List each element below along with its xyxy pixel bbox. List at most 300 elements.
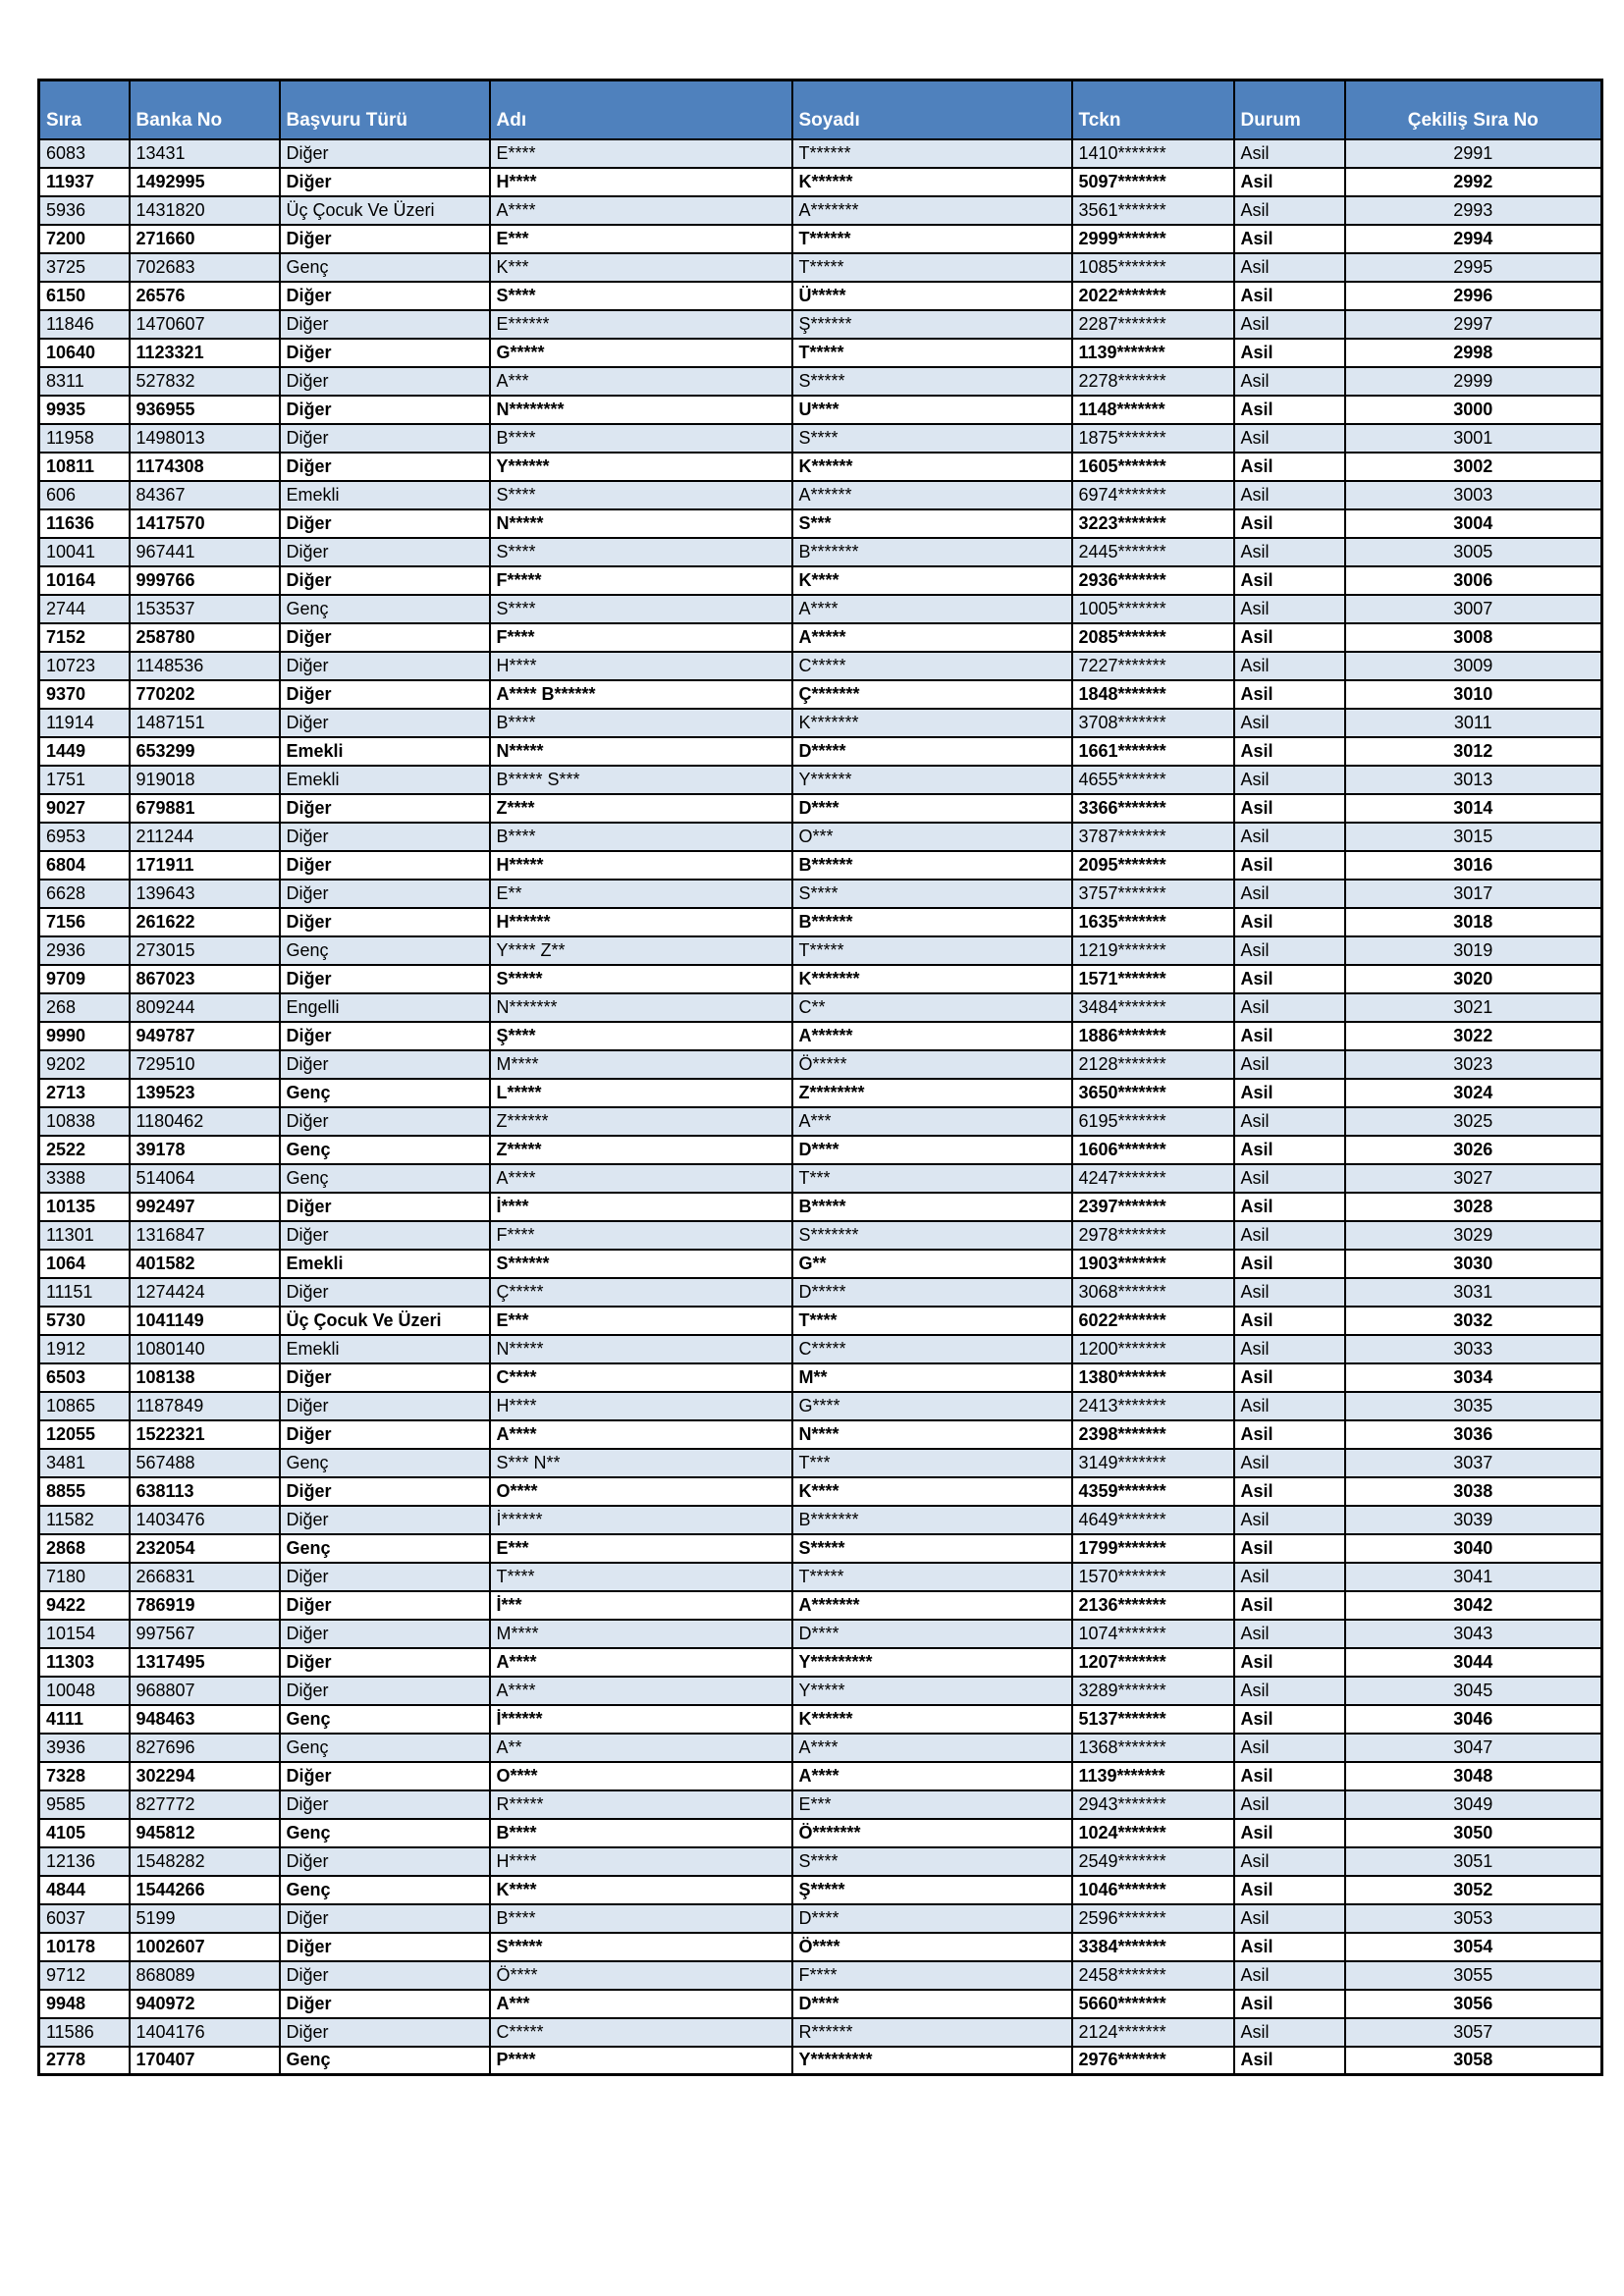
cell-durum: Asil <box>1234 1933 1345 1961</box>
cell-cekilis-sira-no: 3047 <box>1345 1734 1602 1762</box>
cell-basvuru-turu: Genç <box>280 1705 490 1734</box>
cell-soyadi: Ü***** <box>792 282 1072 310</box>
cell-tckn: 1799******* <box>1072 1534 1234 1563</box>
cell-sira: 6083 <box>39 139 130 168</box>
table-row <box>39 623 1602 652</box>
cell-tckn: 3757******* <box>1072 880 1234 908</box>
cell-basvuru-turu: Genç <box>280 1734 490 1762</box>
cell-soyadi: Y********* <box>792 2047 1072 2075</box>
cell-basvuru-turu: Diğer <box>280 566 490 595</box>
cell-soyadi: G** <box>792 1250 1072 1278</box>
cell-soyadi: O*** <box>792 823 1072 851</box>
cell-adi: H**** <box>490 1847 792 1876</box>
cell-cekilis-sira-no: 3024 <box>1345 1079 1602 1107</box>
cell-adi: H**** <box>490 168 792 196</box>
cell-adi: E*** <box>490 1307 792 1335</box>
cell-durum: Asil <box>1234 766 1345 794</box>
cell-soyadi: T***** <box>792 1563 1072 1591</box>
cell-banka-no: 84367 <box>130 481 280 509</box>
table-row <box>39 851 1602 880</box>
table-row <box>39 1050 1602 1079</box>
cell-tckn: 2398******* <box>1072 1420 1234 1449</box>
cell-sira: 6953 <box>39 823 130 851</box>
cell-durum: Asil <box>1234 1620 1345 1648</box>
cell-durum: Asil <box>1234 566 1345 595</box>
cell-basvuru-turu: Diğer <box>280 1990 490 2018</box>
table-row <box>39 139 1602 168</box>
cell-durum: Asil <box>1234 1847 1345 1876</box>
cell-tckn: 4247******* <box>1072 1164 1234 1193</box>
cell-sira: 10838 <box>39 1107 130 1136</box>
cell-sira: 9990 <box>39 1022 130 1050</box>
cell-tckn: 1219******* <box>1072 936 1234 965</box>
cell-sira: 2744 <box>39 595 130 623</box>
cell-sira: 9370 <box>39 680 130 709</box>
cell-tckn: 1207******* <box>1072 1648 1234 1677</box>
cell-durum: Asil <box>1234 880 1345 908</box>
cell-durum: Asil <box>1234 1819 1345 1847</box>
cell-sira: 7328 <box>39 1762 130 1790</box>
cell-sira: 9422 <box>39 1591 130 1620</box>
cell-banka-no: 271660 <box>130 225 280 253</box>
cell-adi: S***** <box>490 1933 792 1961</box>
cell-adi: Ş**** <box>490 1022 792 1050</box>
cell-sira: 10640 <box>39 339 130 367</box>
cell-cekilis-sira-no: 3031 <box>1345 1278 1602 1307</box>
cell-cekilis-sira-no: 3014 <box>1345 794 1602 823</box>
cell-adi: C**** <box>490 1363 792 1392</box>
cell-cekilis-sira-no: 3023 <box>1345 1050 1602 1079</box>
cell-tckn: 2943******* <box>1072 1790 1234 1819</box>
cell-adi: A*** <box>490 1990 792 2018</box>
cell-tckn: 1046******* <box>1072 1876 1234 1904</box>
cell-tckn: 1148******* <box>1072 396 1234 424</box>
cell-basvuru-turu: Diğer <box>280 965 490 993</box>
table-row <box>39 1079 1602 1107</box>
cell-durum: Asil <box>1234 1677 1345 1705</box>
cell-cekilis-sira-no: 3044 <box>1345 1648 1602 1677</box>
cell-cekilis-sira-no: 3012 <box>1345 737 1602 766</box>
cell-adi: B***** S*** <box>490 766 792 794</box>
cell-basvuru-turu: Diğer <box>280 168 490 196</box>
cell-banka-no: 527832 <box>130 367 280 396</box>
cell-banka-no: 1470607 <box>130 310 280 339</box>
cell-cekilis-sira-no: 3058 <box>1345 2047 1602 2075</box>
cell-sira: 4844 <box>39 1876 130 1904</box>
cell-cekilis-sira-no: 3027 <box>1345 1164 1602 1193</box>
cell-adi: N***** <box>490 1335 792 1363</box>
cell-sira: 11636 <box>39 509 130 538</box>
cell-cekilis-sira-no: 3019 <box>1345 936 1602 965</box>
cell-cekilis-sira-no: 3038 <box>1345 1477 1602 1506</box>
cell-basvuru-turu: Diğer <box>280 396 490 424</box>
cell-soyadi: B******* <box>792 1506 1072 1534</box>
cell-banka-no: 211244 <box>130 823 280 851</box>
cell-cekilis-sira-no: 3032 <box>1345 1307 1602 1335</box>
cell-tckn: 7227******* <box>1072 652 1234 680</box>
cell-sira: 10723 <box>39 652 130 680</box>
table-row <box>39 1762 1602 1790</box>
cell-sira: 6503 <box>39 1363 130 1392</box>
cell-tckn: 5137******* <box>1072 1705 1234 1734</box>
cell-durum: Asil <box>1234 908 1345 936</box>
header-basvuru-turu: Başvuru Türü <box>280 80 490 139</box>
cell-adi: M**** <box>490 1620 792 1648</box>
cell-banka-no: 266831 <box>130 1563 280 1591</box>
cell-banka-no: 992497 <box>130 1193 280 1221</box>
cell-durum: Asil <box>1234 794 1345 823</box>
table-row <box>39 936 1602 965</box>
cell-tckn: 1570******* <box>1072 1563 1234 1591</box>
cell-banka-no: 1187849 <box>130 1392 280 1420</box>
cell-banka-no: 1148536 <box>130 652 280 680</box>
cell-durum: Asil <box>1234 339 1345 367</box>
table-row <box>39 652 1602 680</box>
cell-basvuru-turu: Diğer <box>280 1506 490 1534</box>
cell-cekilis-sira-no: 3043 <box>1345 1620 1602 1648</box>
cell-cekilis-sira-no: 3041 <box>1345 1563 1602 1591</box>
cell-adi: Z***** <box>490 1136 792 1164</box>
cell-sira: 1912 <box>39 1335 130 1363</box>
cell-tckn: 1875******* <box>1072 424 1234 453</box>
cell-adi: H**** <box>490 1392 792 1420</box>
cell-sira: 10041 <box>39 538 130 566</box>
cell-soyadi: K****** <box>792 453 1072 481</box>
cell-adi: Ö**** <box>490 1961 792 1990</box>
table-row <box>39 282 1602 310</box>
table-row <box>39 1591 1602 1620</box>
cell-soyadi: D**** <box>792 794 1072 823</box>
cell-basvuru-turu: Diğer <box>280 1107 490 1136</box>
cell-basvuru-turu: Diğer <box>280 538 490 566</box>
cell-tckn: 2978******* <box>1072 1221 1234 1250</box>
cell-basvuru-turu: Diğer <box>280 1193 490 1221</box>
table-row <box>39 680 1602 709</box>
cell-soyadi: G**** <box>792 1392 1072 1420</box>
cell-cekilis-sira-no: 3010 <box>1345 680 1602 709</box>
cell-banka-no: 1317495 <box>130 1648 280 1677</box>
cell-adi: K*** <box>490 253 792 282</box>
cell-basvuru-turu: Diğer <box>280 453 490 481</box>
header-soyadi: Soyadı <box>792 80 1072 139</box>
cell-banka-no: 997567 <box>130 1620 280 1648</box>
cell-cekilis-sira-no: 3057 <box>1345 2018 1602 2047</box>
cell-basvuru-turu: Diğer <box>280 1022 490 1050</box>
cell-sira: 10048 <box>39 1677 130 1705</box>
table-row <box>39 253 1602 282</box>
cell-durum: Asil <box>1234 139 1345 168</box>
cell-durum: Asil <box>1234 1705 1345 1734</box>
cell-banka-no: 1522321 <box>130 1420 280 1449</box>
cell-sira: 11914 <box>39 709 130 737</box>
cell-adi: G***** <box>490 339 792 367</box>
draw-results-table <box>37 79 1603 2076</box>
cell-banka-no: 867023 <box>130 965 280 993</box>
cell-sira: 10135 <box>39 1193 130 1221</box>
cell-tckn: 2278******* <box>1072 367 1234 396</box>
header-sira: Sıra <box>39 80 130 139</box>
cell-tckn: 3149******* <box>1072 1449 1234 1477</box>
cell-soyadi: K**** <box>792 1477 1072 1506</box>
cell-sira: 10154 <box>39 1620 130 1648</box>
cell-adi: A**** <box>490 1164 792 1193</box>
table-row <box>39 1221 1602 1250</box>
cell-tckn: 2976******* <box>1072 2047 1234 2075</box>
cell-tckn: 1661******* <box>1072 737 1234 766</box>
table-row <box>39 1790 1602 1819</box>
cell-adi: Z**** <box>490 794 792 823</box>
cell-banka-no: 139643 <box>130 880 280 908</box>
cell-basvuru-turu: Emekli <box>280 1250 490 1278</box>
cell-adi: A*** <box>490 367 792 396</box>
cell-tckn: 1903******* <box>1072 1250 1234 1278</box>
cell-soyadi: Ö******* <box>792 1819 1072 1847</box>
cell-tckn: 3484******* <box>1072 993 1234 1022</box>
cell-banka-no: 653299 <box>130 737 280 766</box>
cell-adi: Ç***** <box>490 1278 792 1307</box>
cell-durum: Asil <box>1234 1164 1345 1193</box>
cell-soyadi: B****** <box>792 908 1072 936</box>
cell-adi: P**** <box>490 2047 792 2075</box>
cell-banka-no: 729510 <box>130 1050 280 1079</box>
cell-durum: Asil <box>1234 1762 1345 1790</box>
cell-basvuru-turu: Diğer <box>280 680 490 709</box>
cell-banka-no: 232054 <box>130 1534 280 1563</box>
table-row <box>39 1136 1602 1164</box>
cell-cekilis-sira-no: 3045 <box>1345 1677 1602 1705</box>
cell-tckn: 3787******* <box>1072 823 1234 851</box>
cell-basvuru-turu: Diğer <box>280 709 490 737</box>
cell-sira: 7180 <box>39 1563 130 1591</box>
cell-durum: Asil <box>1234 595 1345 623</box>
cell-durum: Asil <box>1234 310 1345 339</box>
cell-cekilis-sira-no: 3008 <box>1345 623 1602 652</box>
cell-tckn: 2124******* <box>1072 2018 1234 2047</box>
table-row <box>39 1819 1602 1847</box>
cell-sira: 12055 <box>39 1420 130 1449</box>
cell-tckn: 2413******* <box>1072 1392 1234 1420</box>
cell-sira: 1751 <box>39 766 130 794</box>
cell-tckn: 6195******* <box>1072 1107 1234 1136</box>
cell-banka-no: 967441 <box>130 538 280 566</box>
cell-durum: Asil <box>1234 623 1345 652</box>
cell-banka-no: 1180462 <box>130 1107 280 1136</box>
cell-tckn: 1085******* <box>1072 253 1234 282</box>
cell-basvuru-turu: Genç <box>280 1136 490 1164</box>
cell-cekilis-sira-no: 2991 <box>1345 139 1602 168</box>
table-row <box>39 509 1602 538</box>
cell-sira: 11937 <box>39 168 130 196</box>
cell-basvuru-turu: Genç <box>280 595 490 623</box>
table-row <box>39 310 1602 339</box>
cell-durum: Asil <box>1234 1961 1345 1990</box>
table-row <box>39 794 1602 823</box>
cell-adi: E****** <box>490 310 792 339</box>
cell-basvuru-turu: Diğer <box>280 1904 490 1933</box>
cell-basvuru-turu: Genç <box>280 936 490 965</box>
table-row <box>39 367 1602 396</box>
table-row <box>39 1363 1602 1392</box>
cell-soyadi: Y****** <box>792 766 1072 794</box>
cell-adi: Y**** Z** <box>490 936 792 965</box>
cell-durum: Asil <box>1234 2018 1345 2047</box>
cell-adi: F**** <box>490 1221 792 1250</box>
cell-soyadi: R****** <box>792 2018 1072 2047</box>
cell-soyadi: A***** <box>792 623 1072 652</box>
cell-durum: Asil <box>1234 1278 1345 1307</box>
cell-sira: 3936 <box>39 1734 130 1762</box>
cell-durum: Asil <box>1234 1876 1345 1904</box>
cell-sira: 11303 <box>39 1648 130 1677</box>
cell-cekilis-sira-no: 3049 <box>1345 1790 1602 1819</box>
cell-banka-no: 1274424 <box>130 1278 280 1307</box>
cell-adi: R***** <box>490 1790 792 1819</box>
cell-tckn: 1606******* <box>1072 1136 1234 1164</box>
cell-tckn: 6974******* <box>1072 481 1234 509</box>
cell-durum: Asil <box>1234 823 1345 851</box>
cell-adi: A**** B****** <box>490 680 792 709</box>
cell-tckn: 1605******* <box>1072 453 1234 481</box>
cell-soyadi: K****** <box>792 1705 1072 1734</box>
cell-durum: Asil <box>1234 367 1345 396</box>
cell-soyadi: Z******** <box>792 1079 1072 1107</box>
cell-adi: A** <box>490 1734 792 1762</box>
cell-banka-no: 827696 <box>130 1734 280 1762</box>
cell-basvuru-turu: Diğer <box>280 424 490 453</box>
cell-cekilis-sira-no: 3017 <box>1345 880 1602 908</box>
cell-cekilis-sira-no: 3054 <box>1345 1933 1602 1961</box>
table-body <box>39 139 1602 2075</box>
cell-durum: Asil <box>1234 1420 1345 1449</box>
cell-tckn: 3068******* <box>1072 1278 1234 1307</box>
cell-adi: S**** <box>490 481 792 509</box>
table-header <box>39 80 1602 139</box>
cell-adi: M**** <box>490 1050 792 1079</box>
table-row <box>39 823 1602 851</box>
cell-soyadi: Ç******* <box>792 680 1072 709</box>
table-row <box>39 481 1602 509</box>
cell-soyadi: S**** <box>792 880 1072 908</box>
table-row <box>39 1563 1602 1591</box>
cell-cekilis-sira-no: 3002 <box>1345 453 1602 481</box>
cell-cekilis-sira-no: 3040 <box>1345 1534 1602 1563</box>
cell-banka-no: 936955 <box>130 396 280 424</box>
cell-banka-no: 1002607 <box>130 1933 280 1961</box>
cell-basvuru-turu: Üç Çocuk Ve Üzeri <box>280 1307 490 1335</box>
cell-tckn: 2936******* <box>1072 566 1234 595</box>
cell-sira: 11582 <box>39 1506 130 1534</box>
cell-cekilis-sira-no: 3055 <box>1345 1961 1602 1990</box>
cell-soyadi: C***** <box>792 652 1072 680</box>
cell-adi: Z****** <box>490 1107 792 1136</box>
cell-adi: S**** <box>490 538 792 566</box>
cell-banka-no: 1492995 <box>130 168 280 196</box>
cell-tckn: 1024******* <box>1072 1819 1234 1847</box>
cell-tckn: 1848******* <box>1072 680 1234 709</box>
cell-adi: A**** <box>490 196 792 225</box>
cell-tckn: 1074******* <box>1072 1620 1234 1648</box>
cell-adi: B**** <box>490 823 792 851</box>
table-row <box>39 1933 1602 1961</box>
table-row <box>39 196 1602 225</box>
cell-sira: 5730 <box>39 1307 130 1335</box>
cell-basvuru-turu: Diğer <box>280 2018 490 2047</box>
cell-soyadi: S***** <box>792 367 1072 396</box>
cell-durum: Asil <box>1234 538 1345 566</box>
table-row <box>39 1534 1602 1563</box>
cell-basvuru-turu: Diğer <box>280 139 490 168</box>
table-row <box>39 1307 1602 1335</box>
cell-sira: 3481 <box>39 1449 130 1477</box>
cell-basvuru-turu: Engelli <box>280 993 490 1022</box>
cell-basvuru-turu: Diğer <box>280 1961 490 1990</box>
cell-banka-no: 1487151 <box>130 709 280 737</box>
cell-basvuru-turu: Genç <box>280 253 490 282</box>
cell-soyadi: K****** <box>792 168 1072 196</box>
cell-banka-no: 809244 <box>130 993 280 1022</box>
cell-durum: Asil <box>1234 396 1345 424</box>
table-row <box>39 339 1602 367</box>
cell-sira: 6804 <box>39 851 130 880</box>
cell-banka-no: 1544266 <box>130 1876 280 1904</box>
cell-cekilis-sira-no: 3039 <box>1345 1506 1602 1534</box>
cell-soyadi: M** <box>792 1363 1072 1392</box>
cell-sira: 12136 <box>39 1847 130 1876</box>
cell-soyadi: B****** <box>792 851 1072 880</box>
cell-tckn: 2999******* <box>1072 225 1234 253</box>
cell-adi: A**** <box>490 1677 792 1705</box>
cell-banka-no: 1404176 <box>130 2018 280 2047</box>
cell-durum: Asil <box>1234 737 1345 766</box>
header-tckn: Tckn <box>1072 80 1234 139</box>
table-row <box>39 1620 1602 1648</box>
cell-soyadi: A******* <box>792 196 1072 225</box>
cell-banka-no: 1174308 <box>130 453 280 481</box>
cell-sira: 1449 <box>39 737 130 766</box>
cell-durum: Asil <box>1234 1050 1345 1079</box>
cell-basvuru-turu: Diğer <box>280 1677 490 1705</box>
cell-tckn: 3223******* <box>1072 509 1234 538</box>
cell-banka-no: 679881 <box>130 794 280 823</box>
cell-basvuru-turu: Diğer <box>280 1933 490 1961</box>
cell-adi: İ****** <box>490 1506 792 1534</box>
cell-basvuru-turu: Diğer <box>280 823 490 851</box>
cell-soyadi: D**** <box>792 1904 1072 1933</box>
table-row <box>39 965 1602 993</box>
cell-tckn: 1139******* <box>1072 339 1234 367</box>
table-row <box>39 1278 1602 1307</box>
cell-sira: 10164 <box>39 566 130 595</box>
cell-adi: H**** <box>490 652 792 680</box>
cell-adi: B**** <box>490 1904 792 1933</box>
cell-basvuru-turu: Üç Çocuk Ve Üzeri <box>280 196 490 225</box>
cell-adi: T**** <box>490 1563 792 1591</box>
table-row <box>39 1990 1602 2018</box>
cell-basvuru-turu: Genç <box>280 1534 490 1563</box>
cell-basvuru-turu: Diğer <box>280 509 490 538</box>
cell-banka-no: 1548282 <box>130 1847 280 1876</box>
cell-basvuru-turu: Diğer <box>280 623 490 652</box>
table-row <box>39 225 1602 253</box>
cell-cekilis-sira-no: 3036 <box>1345 1420 1602 1449</box>
cell-banka-no: 108138 <box>130 1363 280 1392</box>
table-row <box>39 1250 1602 1278</box>
table-row <box>39 2047 1602 2075</box>
cell-soyadi: S***** <box>792 1534 1072 1563</box>
cell-basvuru-turu: Diğer <box>280 1050 490 1079</box>
cell-sira: 4105 <box>39 1819 130 1847</box>
cell-durum: Asil <box>1234 424 1345 453</box>
